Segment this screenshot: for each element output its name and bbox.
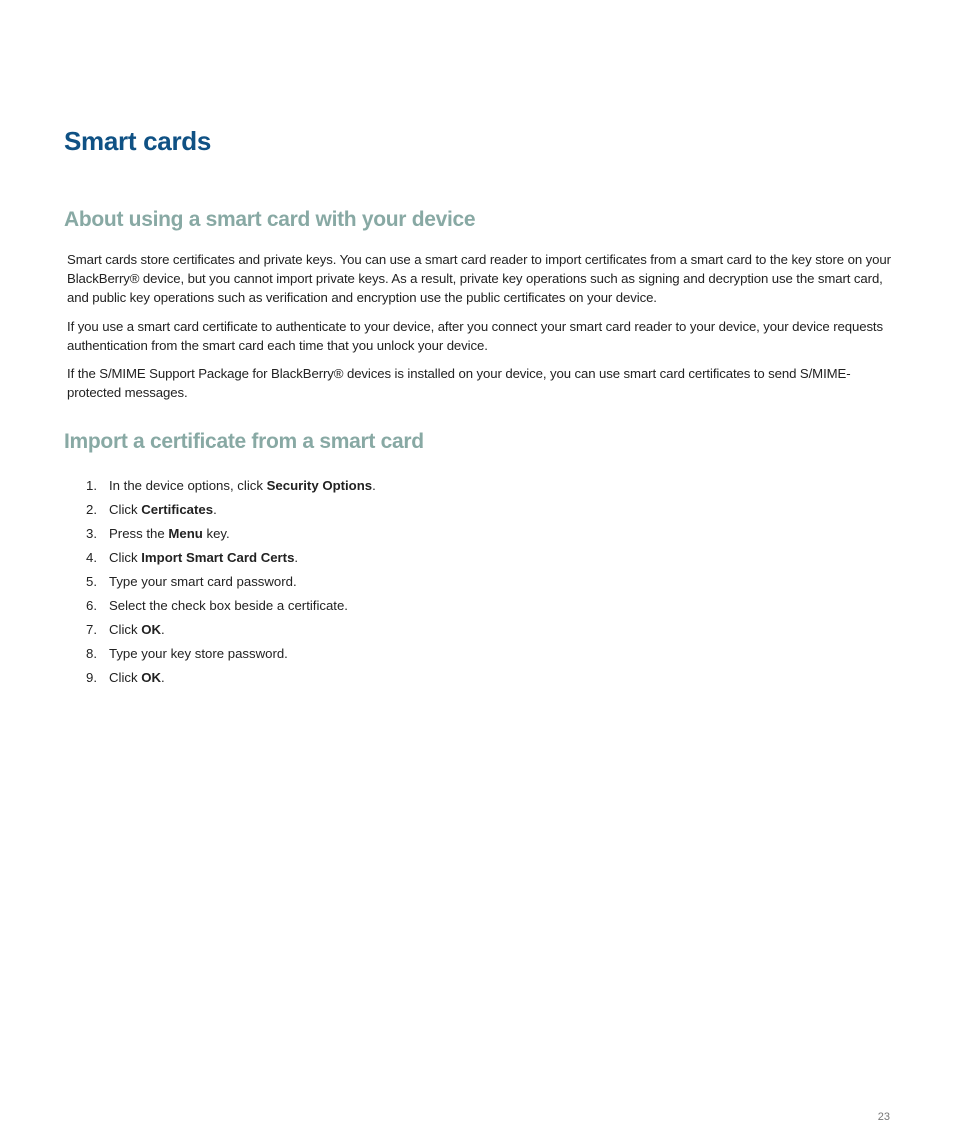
step-text-end: . bbox=[294, 550, 299, 565]
step-text: Click bbox=[109, 622, 142, 637]
about-section-heading: About using a smart card with your device bbox=[64, 208, 476, 231]
step-number: 3. bbox=[86, 526, 97, 541]
step-text-end: . bbox=[161, 670, 165, 685]
step-text: Click bbox=[109, 550, 142, 565]
step-text: Press the bbox=[109, 526, 169, 541]
step-number: 5. bbox=[86, 574, 97, 589]
step-number: 7. bbox=[86, 622, 97, 637]
step-text-end: key. bbox=[202, 526, 230, 541]
step-number: 2. bbox=[86, 502, 97, 517]
step-ui-label: Security Options bbox=[266, 478, 373, 493]
page-number: 23 bbox=[877, 1111, 890, 1123]
step-item bbox=[86, 476, 376, 500]
about-paragraph-1: Smart cards store certificates and private keys. You can use a smart card reader to import certificates from a smart card to the key store on your BlackBerry® device, but you cannot import private keys. As a result, private key operations such as signing and decryption use the smart card, and public key operations such as verification and encryption use the public certificates on your device. bbox=[67, 252, 891, 305]
import-section-heading: Import a certificate from a smart card bbox=[64, 430, 424, 453]
about-paragraph-3: If the S/MIME Support Package for BlackBerry® devices is installed on your device, you can use smart card certificates to send S/MIME-protected messages. bbox=[67, 366, 851, 400]
step-ui-label: Certificates bbox=[141, 502, 214, 517]
step-item bbox=[86, 668, 376, 692]
step-text-end: . bbox=[213, 502, 217, 517]
import-steps-list bbox=[86, 476, 376, 692]
step-text: Click bbox=[109, 502, 142, 517]
step-item bbox=[86, 500, 376, 524]
step-number: 6. bbox=[86, 598, 97, 613]
step-text: Type your smart card password. bbox=[109, 574, 297, 589]
step-item bbox=[86, 620, 376, 644]
step-item bbox=[86, 572, 376, 596]
step-text: In the device options, click bbox=[109, 478, 267, 493]
step-ui-label: Import Smart Card Certs bbox=[141, 550, 295, 565]
step-ui-label: OK bbox=[141, 622, 162, 637]
step-text: Type your key store password. bbox=[109, 646, 288, 661]
step-text-end: . bbox=[372, 478, 376, 493]
step-text: Select the check box beside a certificate. bbox=[109, 598, 348, 613]
step-ui-label: Menu bbox=[168, 526, 203, 541]
step-number: 8. bbox=[86, 646, 97, 661]
about-paragraph-2: If you use a smart card certificate to authenticate to your device, after you connect your smart card reader to your device, your device requests authentication from the smart card each time that you unlock your device. bbox=[67, 319, 883, 353]
step-text: Click bbox=[109, 670, 142, 685]
chapter-title: Smart cards bbox=[64, 126, 211, 156]
step-item bbox=[86, 596, 376, 620]
step-number: 1. bbox=[86, 478, 97, 493]
step-number: 4. bbox=[86, 550, 97, 565]
step-item bbox=[86, 644, 376, 668]
step-number: 9. bbox=[86, 670, 97, 685]
step-ui-label: OK bbox=[141, 670, 162, 685]
step-item bbox=[86, 548, 376, 572]
step-text-end: . bbox=[161, 622, 165, 637]
step-item bbox=[86, 524, 376, 548]
